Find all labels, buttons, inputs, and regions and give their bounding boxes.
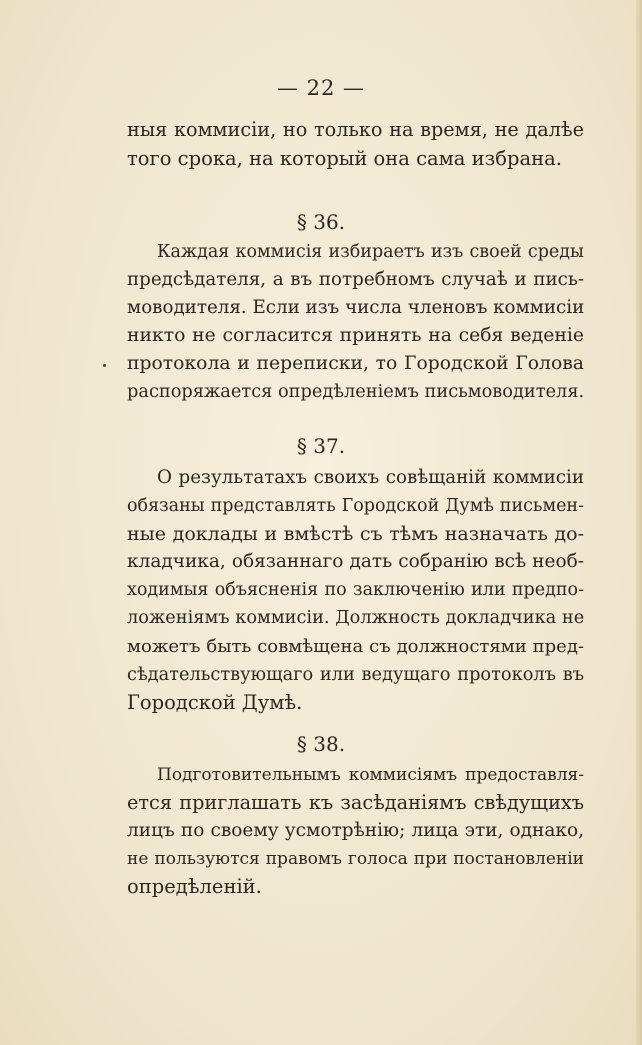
section-heading-37: § 37. xyxy=(296,434,346,458)
text-line: О результатахъ своихъ совѣщаній коммисіи xyxy=(157,467,584,488)
text-line: ные доклады и вмѣстѣ съ тѣмъ назначать до- xyxy=(127,523,584,545)
text-line: предсѣдателя, а въ потребномъ случаѣ и пись- xyxy=(127,269,584,290)
text-line: Каждая коммисія избираетъ изъ своей среды xyxy=(157,242,584,262)
text-line: ходимыя объясненія по заключенію или предпо- xyxy=(127,580,584,600)
page-edge xyxy=(636,0,642,1045)
page-number: — 22 — xyxy=(276,76,366,100)
text-line: лицъ по своему усмотрѣнію; лица эти, однако, xyxy=(127,820,584,841)
text-line: кладчика, обязаннаго дать собранію всѣ необ- xyxy=(127,551,584,572)
text-line: Подготовительнымъ коммисіямъ предоставля- xyxy=(157,765,584,785)
section-heading-38: § 38. xyxy=(296,732,346,756)
text-line: ется приглашать къ засѣданіямъ свѣдущихъ xyxy=(127,791,584,814)
text-line: протокола и переписки, то Городской Голова xyxy=(127,353,584,374)
text-line: никто не согласится принять на себя веденіе xyxy=(127,325,584,346)
text-line: моводителя. Если изъ числа членовъ коммисіи xyxy=(127,297,585,318)
text-line: сѣдательствующаго или ведущаго протоколъ въ xyxy=(127,665,584,685)
text-line: ныя коммисіи, но только на время, не далѣе xyxy=(127,118,584,141)
text-line: обязаны представлять Городской Думѣ письмен- xyxy=(127,496,584,516)
text-line: опредѣленій. xyxy=(127,875,262,898)
section-heading-36: § 36. xyxy=(296,210,346,234)
text-line: не пользуются правомъ голоса при постановленіи xyxy=(127,849,584,869)
text-line: Городской Думѣ. xyxy=(127,691,303,714)
text-line: ложеніямъ коммисіи. Должность докладчика не xyxy=(127,608,585,628)
text-line: можетъ быть совмѣщена съ должностями пред- xyxy=(127,636,584,657)
text-line: распоряжается опредѣленіемъ письмоводителя. xyxy=(127,382,585,402)
text-line: того срока, на который она сама избрана. xyxy=(127,147,562,170)
ink-speck xyxy=(103,364,106,367)
